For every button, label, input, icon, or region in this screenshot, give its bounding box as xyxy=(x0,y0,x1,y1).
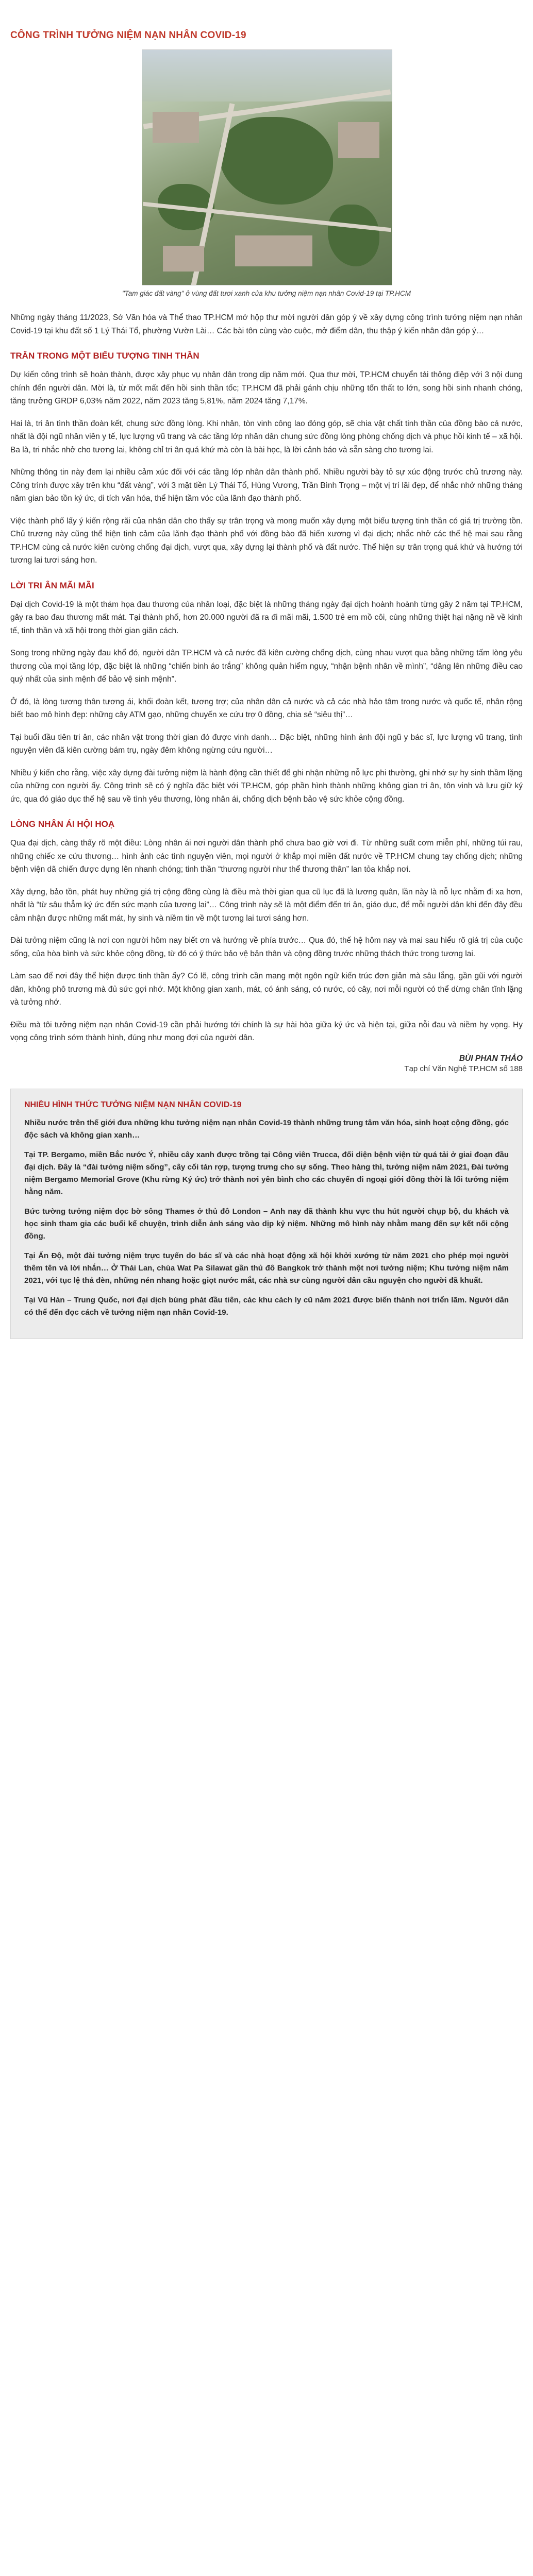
paragraph: Đại dịch Covid-19 là một thảm họa đau thương của nhân loại, đặc biệt là những tháng ngày đại dịch hoành hoành từng gây 2 năm tại TP.HCM, gây ra bao đau thương mất mát. Tại thành phố, hơn 20.000 người đã ra đi mãi mãi, 1.500 trẻ em mồ côi, cùng những thiệt hại nặng nề về kinh tế, tinh thần và xã hội trong thời gian giãn cách. xyxy=(10,600,523,635)
author-name: BÙI PHAN THẢO xyxy=(459,1054,523,1063)
author-signature xyxy=(10,1054,523,1063)
paragraph: Song trong những ngày đau khổ đó, người dân TP.HCM và cả nước đã kiên cường chống dịch, cùng nhau vượt qua bằng những tấm lòng yêu thương của mọi tầng lớp, đặc biệt là những “chiến binh áo trắng” không quản hiểm nguy, “nhận bệnh nhân về mình”, “dâng lên những điều cao quý nhất của sinh mệnh để bảo vệ sinh mệnh”. xyxy=(10,649,523,684)
paragraph: Đài tưởng niệm cũng là nơi con người hôm nay biết ơn và hướng về phía trước… Qua đó, thế hệ hôm nay và mai sau hiểu rõ giá trị của cuộc sống, của hòa bình và sức khỏe cộng đồng, từ đó có ý thức bảo vệ bản thân và cộng đồng trước những thách thức trong tương lai. xyxy=(10,936,523,958)
box-paragraph: Nhiều nước trên thế giới đưa những khu tưởng niệm nạn nhân Covid-19 thành những trung tâm văn hóa, sinh hoạt cộng đồng, góc độc sách và không gian xanh… xyxy=(24,1118,509,1140)
section-heading: LÒNG NHÂN ÁI HỘI HOẠ xyxy=(10,819,115,829)
box-title: NHIỀU HÌNH THỨC TƯỞNG NIỆM NẠN NHÂN COVID-19 xyxy=(24,1100,242,1109)
paragraph: Hai là, tri ân tình thần đoàn kết, chung sức đồng lòng. Khi nhân, tòn vinh công lao đóng góp, sẽ chia vật chất tinh thần của đồng bào cả nước, nhất là đội ngũ nhân viên y tế, lực lượng vũ trang và các tầng lớp nhân dân chung sức đồng lòng phòng chống dịch và phục hồi kinh tế – xã hội. Ba là, tri nhắc nhở cho tương lai, không chỉ tri ân quá khứ mà còn là bài học, là lời cảnh báo và sẵn sàng cho tương lai. xyxy=(10,419,523,454)
box-paragraph: Tại Ấn Độ, một đài tưởng niệm trực tuyến do bác sĩ và các nhà hoạt động xã hội khởi xướng từ năm 2021 cho phép mọi người thêm tên và lời nhắn… Ở Thái Lan, chùa Wat Pa Silawat gần thủ đô Bangkok trở thành một nơi tưởng niệm; Khu tưởng niệm năm 2021, với tục lệ thả đèn, những nén nhang hoặc giọt nước mắt, các nhà sư cùng người dân cầu nguyện cho người đã khuất. xyxy=(24,1251,509,1285)
paragraph: Tại buổi đầu tiên tri ân, các nhân vật trong thời gian đó được vinh danh… Đặc biệt, những hình ảnh đội ngũ y bác sĩ, lực lượng vũ trang, tình nguyện viên đã kiên cường bám trụ, ngày đêm không ngừng cứu người… xyxy=(10,733,523,755)
paragraph: Làm sao để nơi đây thể hiện được tinh thần ấy? Có lẽ, công trình cần mang một ngôn ngữ kiến trúc đơn giản mà sâu lắng, gần gũi với người dân, không phô trương mà đủ sức gợi nhớ. Một không gian xanh, mát, có ánh sáng, có nước, có cây, nơi mỗi người có thể dừng chân tĩnh lặng và tưởng nhớ. xyxy=(10,972,523,1007)
paragraph: Qua đại dịch, càng thấy rõ một điều: Lòng nhân ái nơi người dân thành phố chưa bao giờ vơi đi. Từ những suất cơm miễn phí, những túi rau, những chiếc xe cứu thương… hình ảnh các tình nguyện viên, mọi người ở khắp mọi miền đất nước về TP.HCM chung tay chống dịch; những bệnh viện dã chiến được dựng lên nhanh chóng; tinh thần “thương người như thể thương thân” lan tỏa khắp nơi. xyxy=(10,839,523,874)
sidebar-box xyxy=(10,1089,523,1339)
box-paragraph: Tại TP. Bergamo, miền Bắc nước Ý, nhiều cây xanh được trồng tại Công viên Trucca, đối diện bệnh viện từ quá tải ở giai đoạn đầu đại dịch. Đây là “đài tưởng niệm sống”, cây cối tán rợp, tượng trưng cho sự sống. Theo hàng thì, tưởng niệm năm 2021, Đài tưởng niệm Bergamo Memorial Grove (Khu rừng Ký ức) trở thành nơi yên bình cho các chuyến đi ngoại giới đồng thời là lối tưởng niệm hằng năm. xyxy=(24,1150,509,1196)
box-paragraph: Tại Vũ Hán – Trung Quốc, nơi đại dịch bùng phát đầu tiên, các khu cách ly cũ năm 2021 được biến thành nơi triển lãm. Người dân có thể đến đọc cách về tưởng niệm nạn nhân Covid-19. xyxy=(24,1295,509,1317)
intro-paragraph: Những ngày tháng 11/2023, Sở Văn hóa và Thể thao TP.HCM mở hộp thư mời người dân góp ý về xây dựng công trình tưởng niệm nạn nhân Covid-19 tại khu đất số 1 Lý Thái Tổ, phường Vườn Lài… Các bài tôn cùng vào cuộc, mở điểm dân, thu thập ý kiến nhân dân góp ý… xyxy=(10,313,523,335)
article-headline: CÔNG TRÌNH TƯỞNG NIỆM NẠN NHÂN COVID-19 xyxy=(10,30,246,41)
paragraph: Dự kiến công trình sẽ hoàn thành, được xây phục vụ nhân dân trong dịp năm mới. Qua thư mời, TP.HCM chuyển tải thông điệp với 3 nội dung chính đến người dân. Mời là, từ mốt mất đến hồi sinh thần tốc; TP.HCM đã phải gánh chịu những tổn thất to lớn, song hồi sinh nhanh chóng, tăng trưởng GRDP 6,03% năm 2022, năm 2023 tăng 5,81%, năm 2024 tăng 7,17%. xyxy=(10,370,523,405)
box-paragraph: Bức tường tưởng niệm dọc bờ sông Thames ở thủ đô London – Anh nay đã thành khu vực thu hút người chụp bộ, du khách và học sinh tham gia các buổi kể chuyện, trình diễn ảnh sáng vào dịp kỷ niệm. Những mô hình này nhằm mang đến sự kết nối cộng đồng. xyxy=(24,1207,509,1241)
section-heading: LỜI TRI ÂN MÃI MÃI xyxy=(10,580,94,590)
article-body xyxy=(10,311,523,1339)
paragraph: Điều mà tôi tưởng niệm nạn nhân Covid-19 cần phải hướng tới chính là sự hài hòa giữa ký ức và hiện tại, giữa nỗi đau và niềm hy vọng. Hy vọng công trình sớm thành hình, đúng như mong đợi của người dân. xyxy=(10,1020,523,1042)
section-heading: TRĂN TRONG MỘT BIỂU TƯỢNG TINH THẦN xyxy=(10,351,199,361)
paragraph: Việc thành phố lấy ý kiến rộng rãi của nhân dân cho thấy sự trân trọng và mong muốn xây dựng một biểu tượng tinh thần có giá trị trường tồn. Chủ trương này cũng thể hiện tinh cảm của lãnh đạo thành phố với đồng bào đã hiến xương vì đại dịch; nhắc nhở các thế hệ mai sau rằng TP.HCM cùng cả nước kiên cường chống đại dịch, vượt qua, xây dựng lại thành phố và đất nước. Thể hiện sự trân trọng quá khứ và hướng tới tương lai tươi sáng hơn. xyxy=(10,516,523,565)
hero-image xyxy=(142,49,392,285)
paragraph: Ở đó, là lòng tương thân tương ái, khối đoàn kết, tương trợ; của nhân dân cả nước và cả các nhà hảo tâm trong nước và quốc tế, nhân rộng biết bao mô hình đẹp: những cây ATM gạo, những chuyến xe cứu trợ 0 đồng, chia sẻ “siêu thị”… xyxy=(10,697,523,719)
paragraph: Những thông tin này đem lại nhiều cảm xúc đối với các tầng lớp nhân dân thành phố. Nhiều người bày tỏ sự xúc động trước chủ trương này. Công trình được xây trên khu “đất vàng”, với 3 mặt tiền Lý Thái Tổ, Hùng Vương, Trần Bình Trọng – một vị trí lãi đẹp, để nhắc nhở những tháng năm gian bảo tồn ký ức, di tích văn hóa, thể hiện tầm vóc của lãnh đạo thành phố. xyxy=(10,468,523,503)
author-source: Tạp chí Văn Nghệ TP.HCM số 188 xyxy=(404,1064,523,1073)
paragraph: Nhiều ý kiến cho rằng, việc xây dựng đài tưởng niệm là hành động cần thiết để ghi nhận những nỗ lực phi thường, ghi nhớ sự hy sinh thầm lặng của những con người ấy. Công trình sẽ có ý nghĩa đặc biệt với TP.HCM, góp phần hình thành những không gian tri ân, tôn vinh và lưu giữ ký ức, qua đó giáo dục thế hệ sau về tình yêu thương, lòng nhân ái, chống dịch bệnh bảo vệ sức khỏe cộng đồng. xyxy=(10,768,523,804)
paragraph: Xây dựng, bảo tồn, phát huy những giá trị cộng đồng cùng là điều mà thời gian qua cũ lục đã là lương quân, lần này là nỗ lực nhằm đi xa hơn, nhất là “từ sâu thẳm ký ức đến sức mạnh của tương lai”… Công trình này sẽ là một điểm đến tri ân, giáo dục, để mỗi người dân khi đến đây đều cảm nhận được những mất mát, hy sinh và niềm tin về một tương lai tươi sáng hơn. xyxy=(10,887,523,923)
hero-caption: "Tam giác đất vàng" ở vùng đất tươi xanh của khu tưởng niệm nạn nhân Covid-19 tại TP.HCM xyxy=(122,290,411,297)
